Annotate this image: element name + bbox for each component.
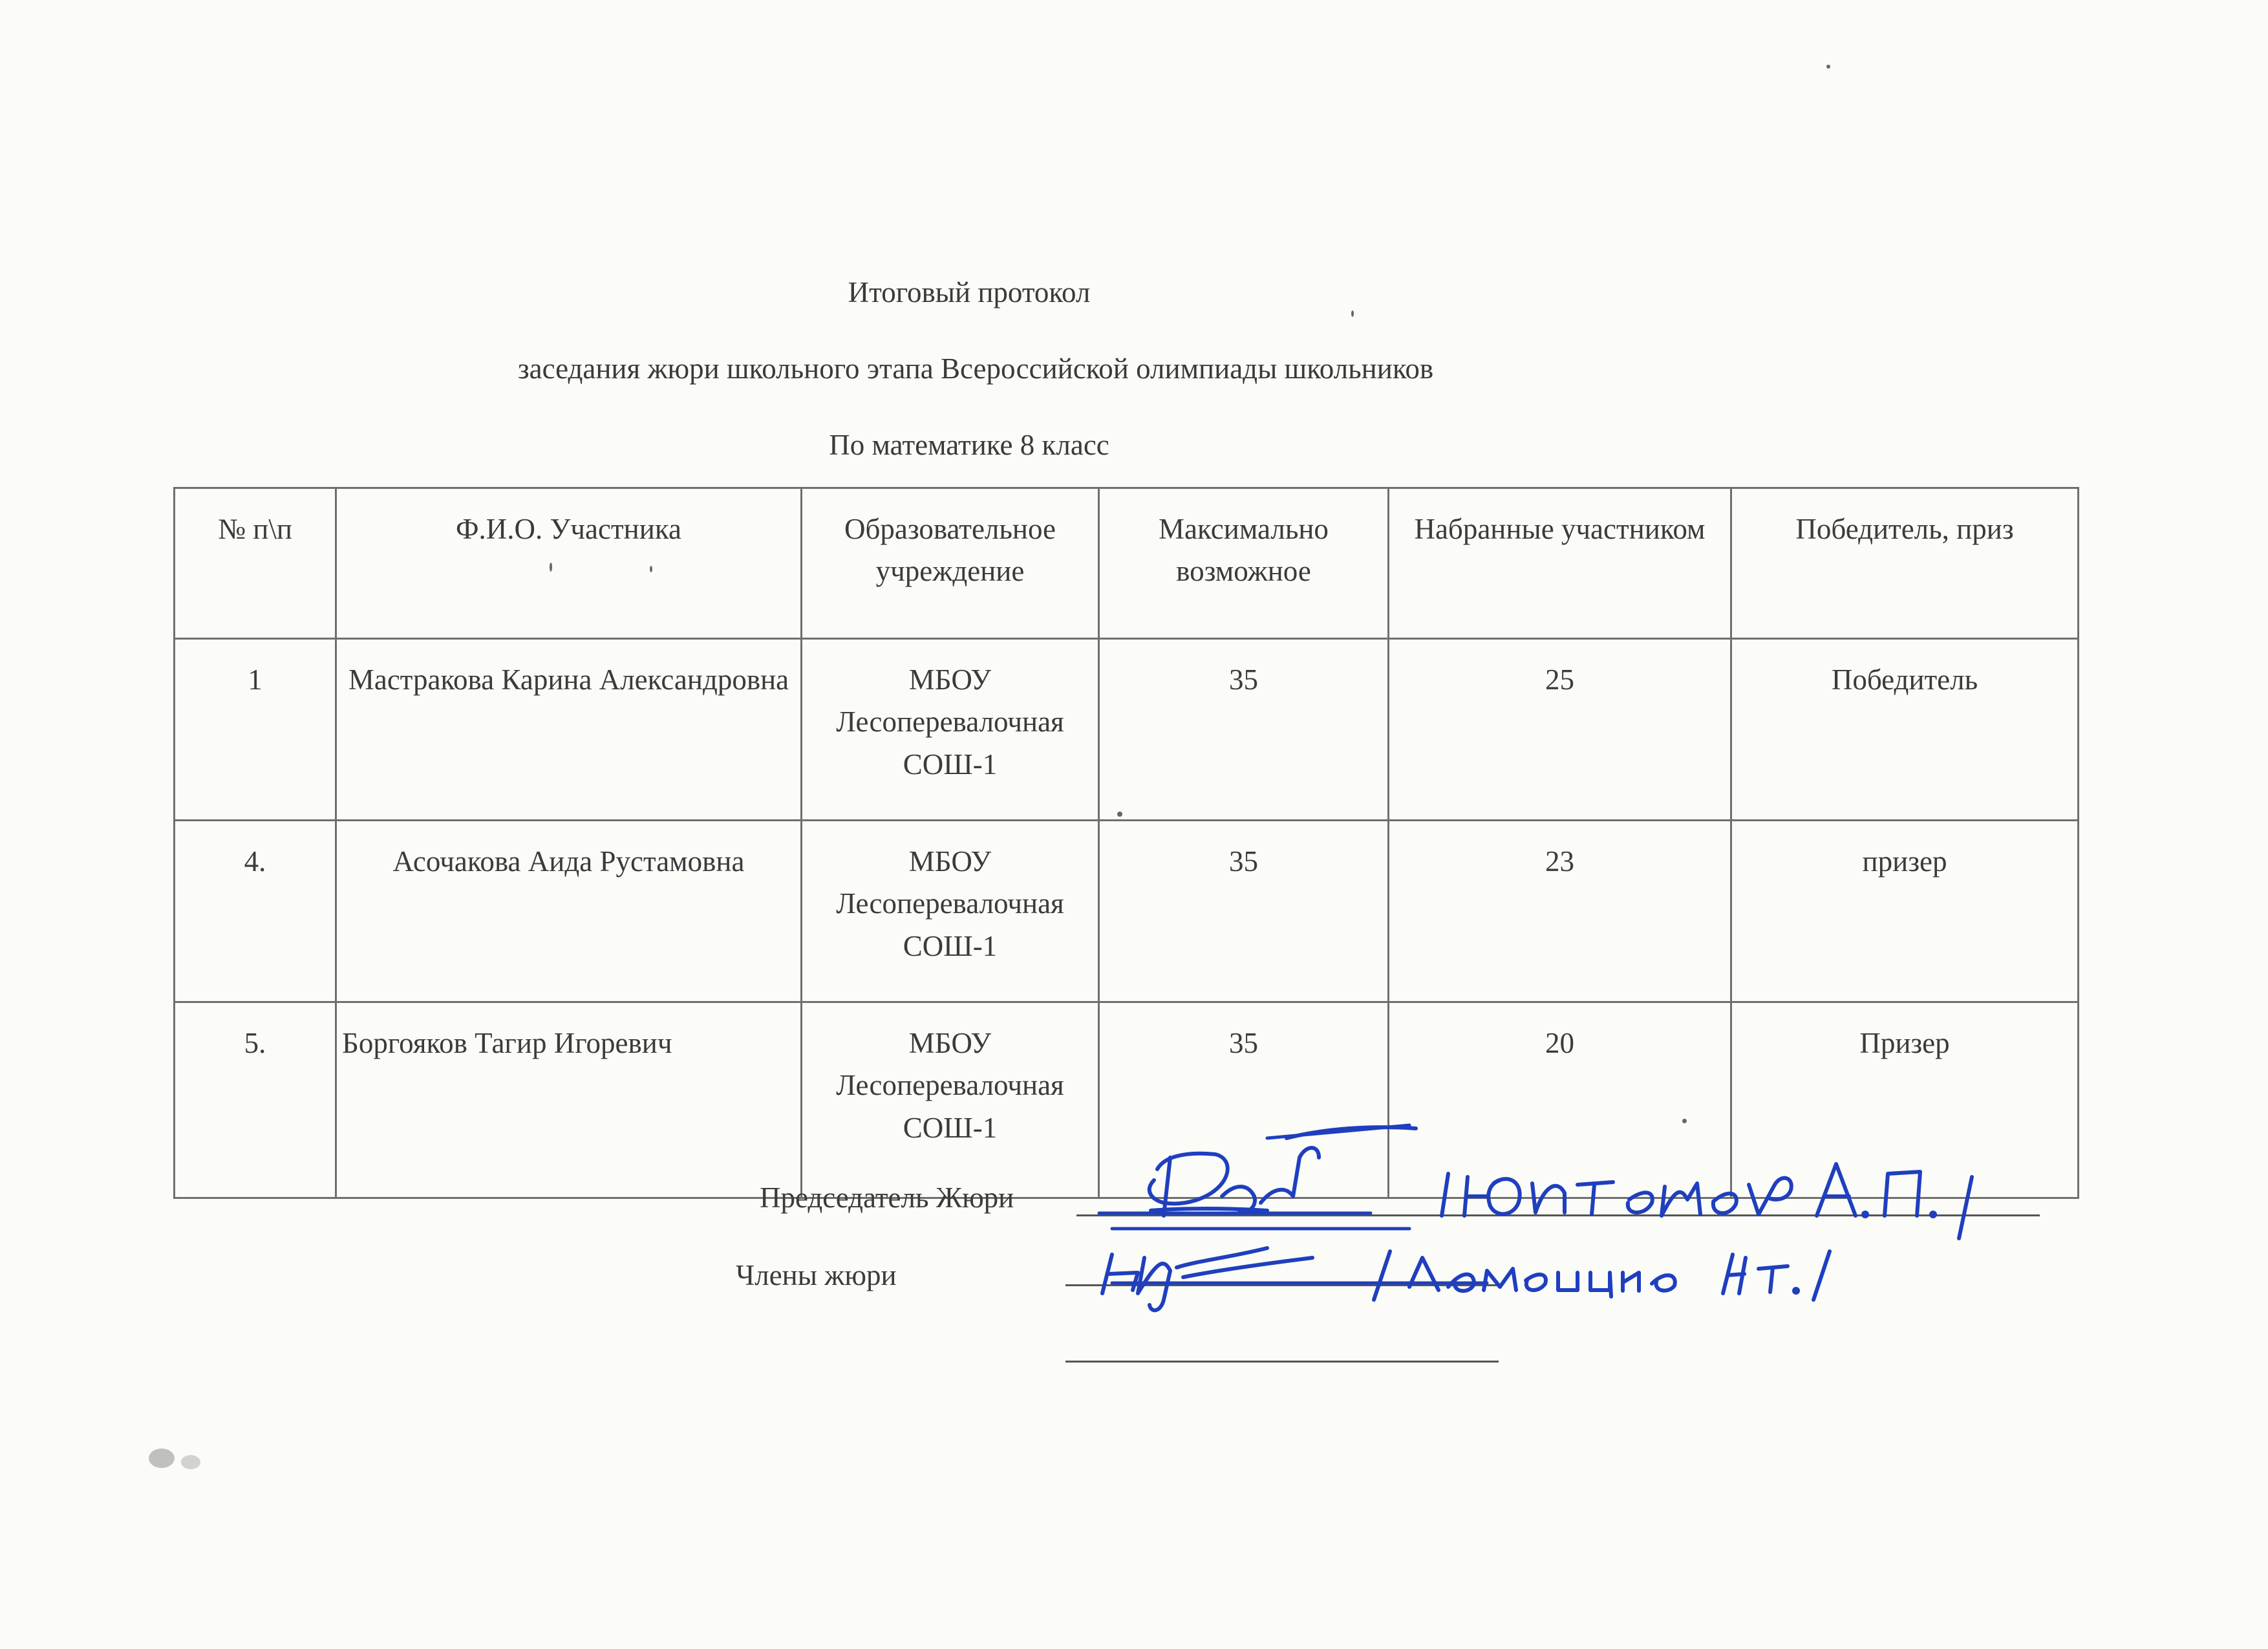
cell-number: 1 (175, 639, 336, 821)
cell-result: призер (1731, 821, 2079, 1002)
member-handwritten-name (1374, 1251, 1830, 1300)
cell-school: МБОУ Лесоперевалочная СОШ-1 (802, 639, 1099, 821)
scan-speck (149, 1449, 175, 1468)
cell-name: Боргояков Тагир Игоревич (336, 1002, 802, 1198)
scan-speck (181, 1455, 200, 1469)
table-row (175, 821, 2079, 1002)
document-subtitle: заседания жюри школьного этапа Всероссийской олимпиады школьников (517, 352, 1434, 385)
scan-speck (1826, 65, 1830, 69)
header-score: Набранные участником (1389, 488, 1731, 639)
table-header-row (175, 488, 2079, 639)
table-row (175, 639, 2079, 821)
cell-number: 5. (175, 1002, 336, 1198)
header-result: Победитель, приз (1731, 488, 2079, 639)
chair-signature-line (1076, 1214, 2040, 1216)
cell-school: МБОУ Лесоперевалочная СОШ-1 (802, 821, 1099, 1002)
members-label: Члены жюри (736, 1259, 897, 1291)
chair-label: Председатель Жюри (760, 1181, 1014, 1214)
cell-school: МБОУ Лесоперевалочная СОШ-1 (802, 1002, 1099, 1198)
cell-score: 20 (1389, 1002, 1731, 1198)
member-signature-line-empty (1065, 1361, 1499, 1363)
scan-speck (550, 563, 552, 572)
header-school: Образовательное учреждение (802, 488, 1099, 639)
cell-max-score: 35 (1099, 639, 1389, 821)
cell-max-score: 35 (1099, 821, 1389, 1002)
member-signature-line (1065, 1284, 1499, 1286)
header-name: Ф.И.О. Участника (336, 488, 802, 639)
cell-name: Асочакова Аида Рустамовна (336, 821, 802, 1002)
cell-max-score: 35 (1099, 1002, 1389, 1198)
scan-speck (650, 566, 652, 572)
scan-speck (1682, 1119, 1687, 1123)
results-table (173, 487, 2079, 1199)
table-row (175, 1002, 2079, 1198)
document-title: Итоговый протокол (848, 276, 1091, 308)
cell-result: Призер (1731, 1002, 2079, 1198)
header-max-score: Максимально возможное (1099, 488, 1389, 639)
cell-result: Победитель (1731, 639, 2079, 821)
cell-name: Мастракова Карина Александровна (336, 639, 802, 821)
header-number: № п\п (175, 488, 336, 639)
scan-speck (1117, 812, 1122, 817)
member-signature-scribble (1102, 1248, 1312, 1310)
document-subject: По математике 8 класс (829, 429, 1109, 461)
cell-score: 25 (1389, 639, 1731, 821)
cell-score: 23 (1389, 821, 1731, 1002)
cell-number: 4. (175, 821, 336, 1002)
scan-speck (1351, 310, 1354, 317)
